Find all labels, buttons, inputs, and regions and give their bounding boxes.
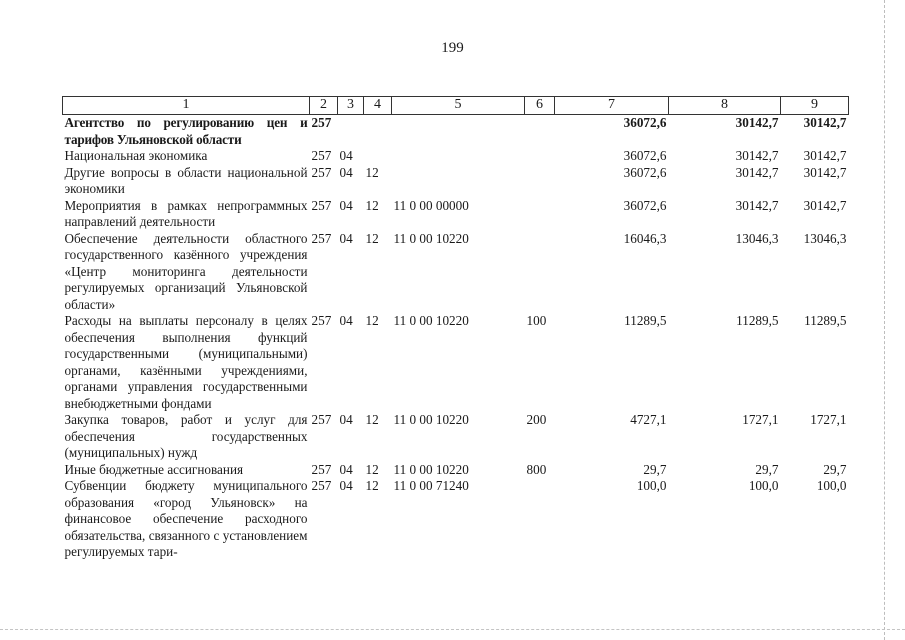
row-amount-col8: 30142,7 bbox=[735, 115, 779, 130]
row-name: Закупка товаров, работ и услуг для обеспечения государственных (муниципальных) нужд bbox=[64, 412, 308, 460]
table-row bbox=[63, 412, 849, 462]
column-header-6: 6 bbox=[525, 97, 555, 115]
row-subsection-code: 12 bbox=[365, 164, 379, 180]
row-amount-col8: 11289,5 bbox=[736, 313, 779, 328]
row-amount-col8: 29,7 bbox=[755, 461, 779, 477]
page-frame-right bbox=[884, 0, 885, 640]
table-row bbox=[63, 231, 849, 314]
row-section-code: 04 bbox=[339, 197, 353, 213]
column-header-8: 8 bbox=[669, 97, 781, 115]
budget-table bbox=[62, 96, 849, 561]
row-amount-col7: 36072,6 bbox=[623, 115, 667, 130]
row-ministry-code: 257 bbox=[311, 461, 332, 477]
row-subsection-code: 12 bbox=[365, 230, 379, 246]
row-expense-type-code bbox=[525, 165, 555, 198]
row-target-item-code: 11 0 00 10220 bbox=[393, 461, 469, 477]
row-amount-col8: 100,0 bbox=[748, 478, 779, 493]
row-amount-col7: 16046,3 bbox=[623, 230, 667, 246]
row-ministry-code: 257 bbox=[311, 313, 332, 328]
row-subsection-code bbox=[364, 148, 392, 165]
row-amount-col7: 29,7 bbox=[643, 461, 667, 477]
row-ministry-code: 257 bbox=[311, 478, 332, 493]
table-row bbox=[63, 313, 849, 412]
row-expense-type-code: 200 bbox=[526, 412, 547, 427]
row-expense-type-code bbox=[525, 478, 555, 561]
row-amount-col8: 1727,1 bbox=[742, 412, 779, 427]
row-name: Мероприятия в рамках непрограммных направлений деятельности bbox=[64, 197, 308, 229]
row-amount-col9: 13046,3 bbox=[803, 230, 847, 246]
row-subsection-code: 12 bbox=[365, 461, 379, 477]
row-amount-col8: 30142,7 bbox=[735, 164, 779, 180]
row-ministry-code: 257 bbox=[311, 230, 332, 246]
row-expense-type-code bbox=[525, 148, 555, 165]
row-name: Расходы на выплаты персоналу в целях обеспечения выполнения функций государственными (муниципальными) органами, казёнными учреждениями, органами управления государственными внебюджетными фондами bbox=[64, 313, 308, 411]
row-target-item-code: 11 0 00 10220 bbox=[393, 412, 469, 427]
page-number: 199 bbox=[441, 40, 464, 56]
column-header-3: 3 bbox=[338, 97, 364, 115]
row-expense-type-code bbox=[525, 115, 555, 149]
table-row bbox=[63, 165, 849, 198]
row-amount-col9: 30142,7 bbox=[803, 148, 847, 163]
row-name: Национальная экономика bbox=[64, 148, 208, 163]
row-subsection-code: 12 bbox=[365, 197, 379, 213]
row-section-code bbox=[338, 115, 364, 149]
row-section-code: 04 bbox=[339, 313, 353, 328]
row-section-code: 04 bbox=[339, 148, 353, 163]
row-name: Другие вопросы в области национальной экономики bbox=[64, 164, 308, 196]
table-header bbox=[63, 97, 849, 115]
row-amount-col7: 4727,1 bbox=[630, 412, 667, 427]
table-row bbox=[63, 115, 849, 149]
column-header-2: 2 bbox=[310, 97, 338, 115]
table-row bbox=[63, 148, 849, 165]
row-amount-col7: 36072,6 bbox=[623, 148, 667, 163]
row-amount-col9: 30142,7 bbox=[803, 115, 847, 130]
row-ministry-code: 257 bbox=[311, 164, 332, 180]
row-amount-col7: 36072,6 bbox=[623, 197, 667, 213]
row-ministry-code: 257 bbox=[311, 148, 332, 163]
table-row bbox=[63, 462, 849, 479]
row-amount-col9: 30142,7 bbox=[803, 197, 847, 213]
row-expense-type-code: 100 bbox=[526, 313, 547, 328]
row-ministry-code: 257 bbox=[311, 115, 332, 130]
row-expense-type-code bbox=[525, 198, 555, 231]
table-row bbox=[63, 198, 849, 231]
column-header-1: 1 bbox=[63, 97, 310, 115]
row-expense-type-code bbox=[525, 231, 555, 314]
row-name: Субвенции бюджету муниципального образования «город Ульяновск» на финансовое обеспечение расходного обязательства, связанного с установлением регулируемых тари- bbox=[64, 478, 308, 559]
row-amount-col8: 13046,3 bbox=[735, 230, 779, 246]
row-amount-col9: 11289,5 bbox=[804, 313, 847, 328]
row-target-item-code: 11 0 00 00000 bbox=[393, 197, 469, 213]
row-section-code: 04 bbox=[339, 478, 353, 493]
row-name: Иные бюджетные ассигнования bbox=[64, 461, 244, 477]
row-amount-col9: 100,0 bbox=[816, 478, 847, 493]
row-amount-col7: 11289,5 bbox=[624, 313, 667, 328]
row-target-item-code bbox=[392, 148, 525, 165]
row-target-item-code: 11 0 00 10220 bbox=[393, 313, 469, 328]
row-target-item-code bbox=[392, 165, 525, 198]
row-name: Агентство по регулированию цен и тарифов Ульяновской области bbox=[64, 115, 308, 147]
row-target-item-code: 11 0 00 10220 bbox=[393, 230, 469, 246]
row-subsection-code: 12 bbox=[365, 313, 379, 328]
row-amount-col7: 36072,6 bbox=[623, 164, 667, 180]
row-name: Обеспечение деятельности областного государственного казённого учреждения «Центр мониторинга деятельности регулируемых организаций Ульяновской области» bbox=[64, 230, 308, 312]
header-row bbox=[63, 97, 849, 115]
column-header-5: 5 bbox=[392, 97, 525, 115]
row-target-item-code bbox=[392, 115, 525, 149]
row-subsection-code bbox=[364, 115, 392, 149]
row-amount-col9: 29,7 bbox=[823, 461, 847, 477]
column-header-4: 4 bbox=[364, 97, 392, 115]
row-amount-col9: 1727,1 bbox=[810, 412, 847, 427]
row-amount-col8: 30142,7 bbox=[735, 148, 779, 163]
row-amount-col7: 100,0 bbox=[636, 478, 667, 493]
column-header-7: 7 bbox=[555, 97, 669, 115]
row-section-code: 04 bbox=[339, 164, 353, 180]
column-header-9: 9 bbox=[781, 97, 849, 115]
row-section-code: 04 bbox=[339, 230, 353, 246]
row-ministry-code: 257 bbox=[311, 197, 332, 213]
row-subsection-code: 12 bbox=[365, 478, 379, 493]
table-body bbox=[63, 115, 849, 561]
row-expense-type-code: 800 bbox=[526, 461, 547, 477]
row-section-code: 04 bbox=[339, 412, 353, 427]
row-amount-col9: 30142,7 bbox=[803, 164, 847, 180]
page-frame-bottom bbox=[0, 629, 905, 630]
row-target-item-code: 11 0 00 71240 bbox=[393, 478, 469, 493]
row-section-code: 04 bbox=[339, 461, 353, 477]
row-ministry-code: 257 bbox=[311, 412, 332, 427]
row-amount-col8: 30142,7 bbox=[735, 197, 779, 213]
row-subsection-code: 12 bbox=[365, 412, 379, 427]
table-row bbox=[63, 478, 849, 561]
